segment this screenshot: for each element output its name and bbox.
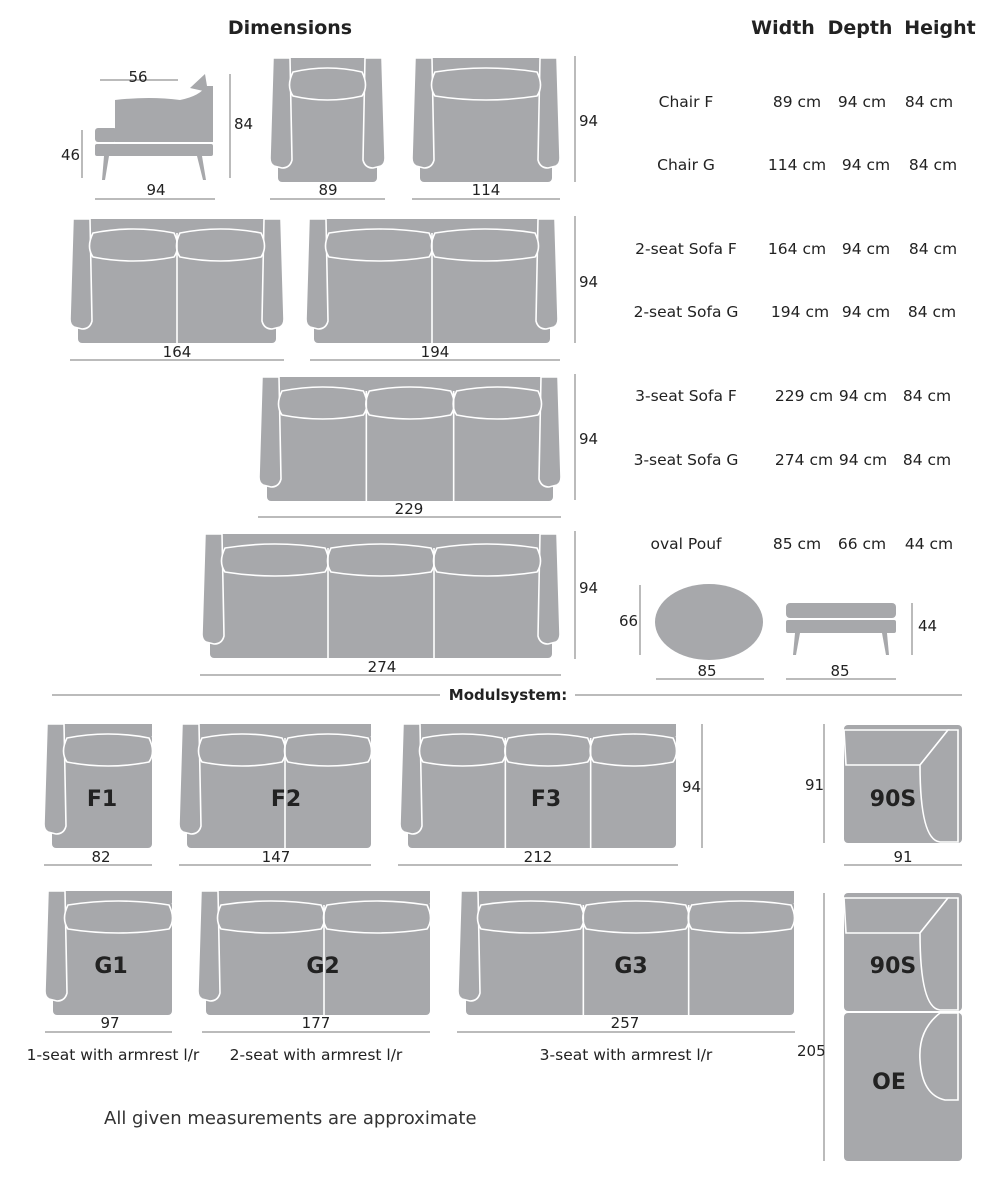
back-cushion (434, 544, 541, 576)
dim-side-height: 84 (234, 115, 254, 133)
back-cushion (590, 734, 676, 766)
right-armrest (536, 219, 558, 329)
chair-side-headrest (190, 74, 208, 92)
dim-g3-width: 257 (610, 1014, 640, 1032)
module-g3 (458, 891, 795, 1015)
module-label-f1: F1 (86, 787, 118, 812)
right-armrest (363, 58, 385, 168)
spec-height: 84 cm (902, 451, 952, 469)
spec-width: 89 cm (772, 93, 822, 111)
module-label-90s-bottom: 90S (869, 954, 917, 979)
sofa2-f-top-view (70, 219, 284, 343)
dim-g2-width: 177 (301, 1014, 331, 1032)
right-armrest (538, 534, 560, 644)
left-armrest (259, 377, 281, 487)
back-cushion (432, 68, 541, 100)
spec-depth: 94 cm (841, 303, 891, 321)
dim-row1-depth: 94 (579, 112, 599, 130)
left-armrest (198, 891, 220, 1001)
left-armrest (270, 58, 292, 168)
spec-height: 84 cm (902, 387, 952, 405)
left-armrest (202, 534, 224, 644)
spec-width: 229 cm (774, 387, 834, 405)
spec-depth: 66 cm (837, 535, 887, 553)
dim-pouf-height: 44 (918, 617, 938, 635)
module-label-90s-top: 90S (869, 787, 917, 812)
spec-width: 274 cm (774, 451, 834, 469)
pouf-side-top (786, 603, 896, 618)
module-label-oe: OE (872, 1070, 906, 1095)
back-cushion (90, 229, 178, 261)
back-cushion (326, 229, 433, 261)
back-cushion (366, 387, 454, 419)
modulsystem-title: Modulsystem: (448, 686, 568, 704)
module-g2 (198, 891, 431, 1015)
back-cushion (64, 734, 153, 766)
pouf-leg (882, 633, 889, 655)
module-label-g3: G3 (614, 954, 648, 979)
spec-width: 164 cm (767, 240, 827, 258)
desc-3-seat: 3-seat with armrest l/r (539, 1046, 713, 1064)
spec-name: 2-seat Sofa G (633, 303, 739, 321)
spec-height: 44 cm (904, 535, 954, 553)
back-cushion (453, 387, 541, 419)
dim-f1-width: 82 (91, 848, 111, 866)
spec-height: 84 cm (908, 240, 958, 258)
back-cushion (65, 901, 173, 933)
dim-f-depth: 94 (682, 778, 702, 796)
spec-name: Chair G (657, 156, 715, 174)
right-armrest (539, 377, 561, 487)
back-cushion (279, 387, 367, 419)
left-armrest (70, 219, 92, 329)
spec-name: 3-seat Sofa G (633, 451, 739, 469)
chair-side-back (115, 86, 213, 142)
dim-sofa3-f-width: 229 (394, 500, 424, 518)
column-height-header: Height (904, 17, 976, 39)
back-cushion (688, 901, 794, 933)
dim-row4-depth: 94 (579, 579, 599, 597)
module-label-g1: G1 (94, 954, 128, 979)
dim-pouf-depth: 66 (619, 612, 639, 630)
chair-side-leg (102, 156, 109, 180)
pouf-side-base (786, 620, 896, 633)
dim-row3-depth: 94 (579, 430, 599, 448)
dim-corner-height: 205 (797, 1042, 826, 1060)
dim-90s-width: 91 (893, 848, 913, 866)
spec-width: 194 cm (770, 303, 830, 321)
spec-name: 3-seat Sofa F (635, 387, 737, 405)
spec-height: 84 cm (908, 156, 958, 174)
module-f3 (400, 724, 677, 848)
dim-pouf-width-top: 85 (697, 662, 717, 680)
back-cushion (432, 229, 539, 261)
back-cushion (199, 734, 286, 766)
back-cushion (218, 901, 325, 933)
left-armrest (412, 58, 434, 168)
module-label-g2: G2 (306, 954, 340, 979)
module-f1 (44, 724, 153, 848)
spec-height: 84 cm (907, 303, 957, 321)
dim-f2-width: 147 (261, 848, 291, 866)
back-cushion (583, 901, 689, 933)
left-armrest (306, 219, 328, 329)
back-cushion (177, 229, 265, 261)
spec-width: 85 cm (772, 535, 822, 553)
chair-side-armrest (95, 128, 117, 142)
dim-90s-height: 91 (805, 776, 825, 794)
module-f2 (179, 724, 372, 848)
spec-name: 2-seat Sofa F (635, 240, 737, 258)
page-title: Dimensions (227, 17, 353, 39)
back-cushion (505, 734, 591, 766)
back-cushion (328, 544, 435, 576)
dim-side-depth: 94 (146, 181, 166, 199)
dim-sofa2-f-width: 164 (162, 343, 192, 361)
spec-width: 114 cm (767, 156, 827, 174)
module-label-f2: F2 (270, 787, 302, 812)
back-cushion (478, 901, 584, 933)
left-armrest (45, 891, 67, 1001)
pouf-top-view (655, 584, 763, 660)
chair-g-top-view (412, 58, 560, 182)
left-armrest (179, 724, 201, 834)
dim-seat-depth: 56 (128, 68, 148, 86)
footer-note: All given measurements are approximate (104, 1108, 477, 1129)
back-cushion (290, 68, 366, 100)
right-armrest (538, 58, 560, 168)
desc-1-seat: 1-seat with armrest l/r (26, 1046, 200, 1064)
spec-depth: 94 cm (837, 93, 887, 111)
module-g1 (45, 891, 173, 1015)
chair-side-leg (197, 156, 206, 180)
chair-f-top-view (270, 58, 385, 182)
left-armrest (400, 724, 422, 834)
right-armrest (262, 219, 284, 329)
column-width-header: Width (751, 17, 815, 39)
dim-f3-width: 212 (523, 848, 553, 866)
sofa2-g-top-view (306, 219, 558, 343)
desc-2-seat: 2-seat with armrest l/r (229, 1046, 403, 1064)
dim-seat-height: 46 (61, 146, 81, 164)
dim-pouf-width-side: 85 (830, 662, 850, 680)
spec-name: oval Pouf (650, 535, 722, 553)
back-cushion (222, 544, 329, 576)
back-cushion (285, 734, 372, 766)
sofa3-g-top-view (202, 534, 560, 658)
column-depth-header: Depth (827, 17, 893, 39)
spec-height: 84 cm (904, 93, 954, 111)
spec-depth: 94 cm (841, 156, 891, 174)
left-armrest (44, 724, 66, 834)
spec-depth: 94 cm (838, 451, 888, 469)
module-label-f3: F3 (530, 787, 562, 812)
left-armrest (458, 891, 480, 1001)
back-cushion (324, 901, 431, 933)
dim-sofa3-g-width: 274 (367, 658, 397, 676)
dim-chair-f-width: 89 (318, 181, 338, 199)
sofa3-f-top-view (259, 377, 561, 501)
chair-side-seat (95, 144, 213, 156)
dim-chair-g-width: 114 (471, 181, 501, 199)
dim-row2-depth: 94 (579, 273, 599, 291)
dim-sofa2-g-width: 194 (420, 343, 450, 361)
spec-depth: 94 cm (838, 387, 888, 405)
back-cushion (420, 734, 506, 766)
pouf-leg (793, 633, 800, 655)
dim-g1-width: 97 (100, 1014, 120, 1032)
spec-name: Chair F (658, 93, 714, 111)
spec-depth: 94 cm (841, 240, 891, 258)
